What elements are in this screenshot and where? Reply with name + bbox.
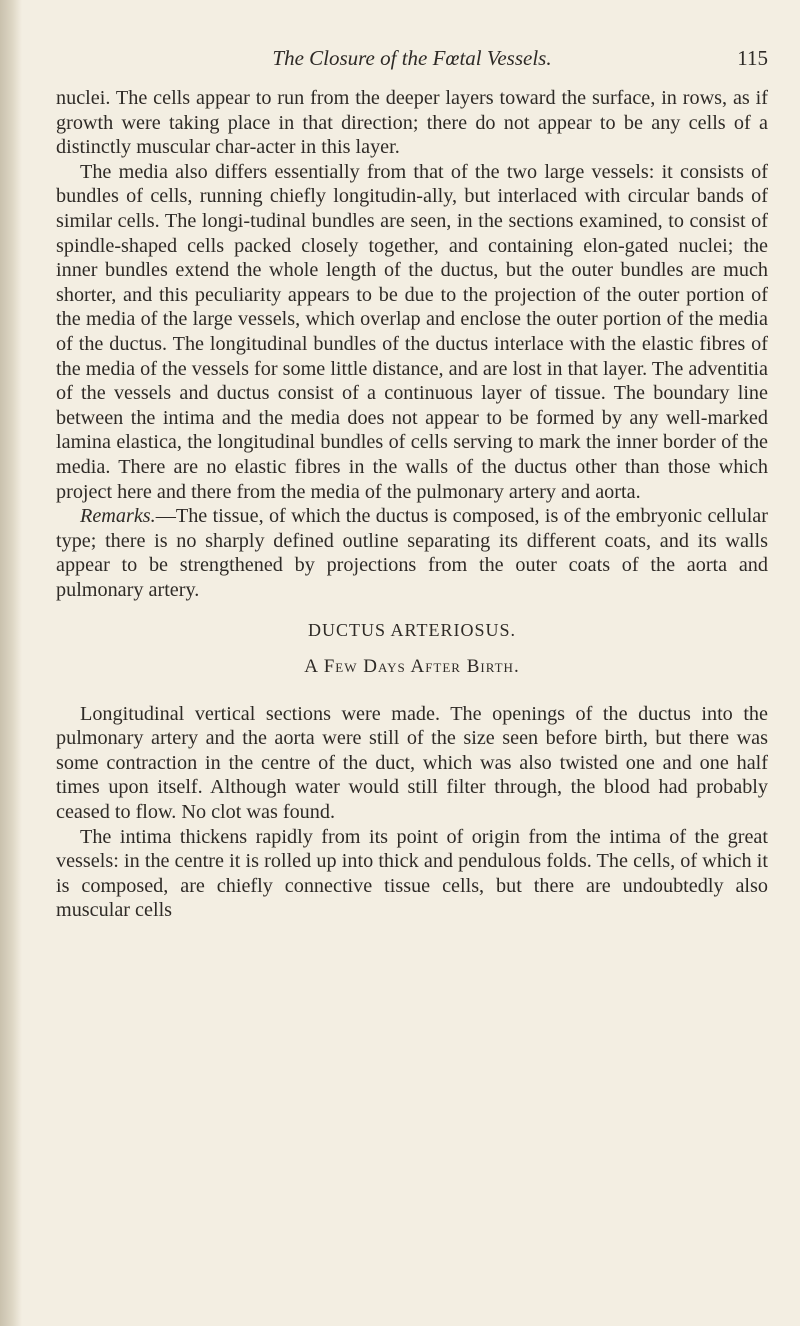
remarks-label: Remarks. — [80, 505, 156, 528]
paragraph-continued: nuclei. The cells appear to run from the deeper layers toward the surface, in rows, as if growth were taking place in that direction; there do not appear to be any cells of a distinctly muscular char-acter in this layer. — [56, 87, 768, 159]
paragraph-remarks — [56, 504, 768, 602]
running-head — [56, 46, 768, 86]
paragraph-intima: The intima thickens rapidly from its point of origin from the intima of the great vessels: in the centre it is rolled up into thick and pendulous folds. The cells, of which it is composed, are chiefly connective tissue cells, but there are undoubtedly also muscular cells — [56, 825, 768, 922]
body-text — [56, 86, 768, 923]
running-title: The Closure of the Fœtal Vessels. — [272, 46, 552, 70]
paragraph-media: The media also differs essentially from that of the two large vessels: it consists of bundles of cells, running chiefly longitudin-ally, but interlaced with circular bands of similar cells. The longi-tudinal bundles are seen, in the sections examined, to consist of spindle-shaped cells packed closely together, and containing elon-gated nuclei; the inner bundles extend the whole length of the ductus, but the outer bundles are much shorter, and this peculiarity appears to be due to the projection of the outer portion of the media of the large vessels, which overlap and enclose the outer portion of the media of the ductus. The longitudinal bundles of the ductus interlace with the elastic fibres of the media of the vessels for some little distance, and are lost in that layer. The adventitia of the vessels and ductus consist of a continuous layer of tissue. The boundary line between the intima and the media does not appear to be formed by any well-marked lamina elastica, the longitudinal bundles of cells serving to mark the inner border of the media. There are no elastic fibres in the walls of the ductus other than those which project here and there from the media of the pulmonary artery and aorta. — [56, 160, 768, 503]
section-heading: DUCTUS ARTERIOSUS. — [308, 620, 516, 641]
book-page — [56, 46, 768, 923]
page-number: 115 — [737, 46, 768, 70]
section-subheading: A Few Days After Birth. — [304, 656, 520, 678]
page-gutter-shadow — [0, 0, 22, 1326]
paragraph-sections: Longitudinal vertical sections were made. The openings of the ductus into the pulmonary artery and the aorta were still of the size seen before birth, but there was some contraction in the centre of the duct, which was also twisted one and one half times upon itself. Although water would still filter through, the blood had probably ceased to flow. No clot was found. — [56, 702, 768, 824]
remarks-text: —The tissue, of which the ductus is composed, is of the embryonic cellular type; there is no sharply defined outline separating its different coats, and its walls appear to be strengthened by projections from the outer coats of the aorta and pulmonary artery. — [56, 505, 768, 601]
